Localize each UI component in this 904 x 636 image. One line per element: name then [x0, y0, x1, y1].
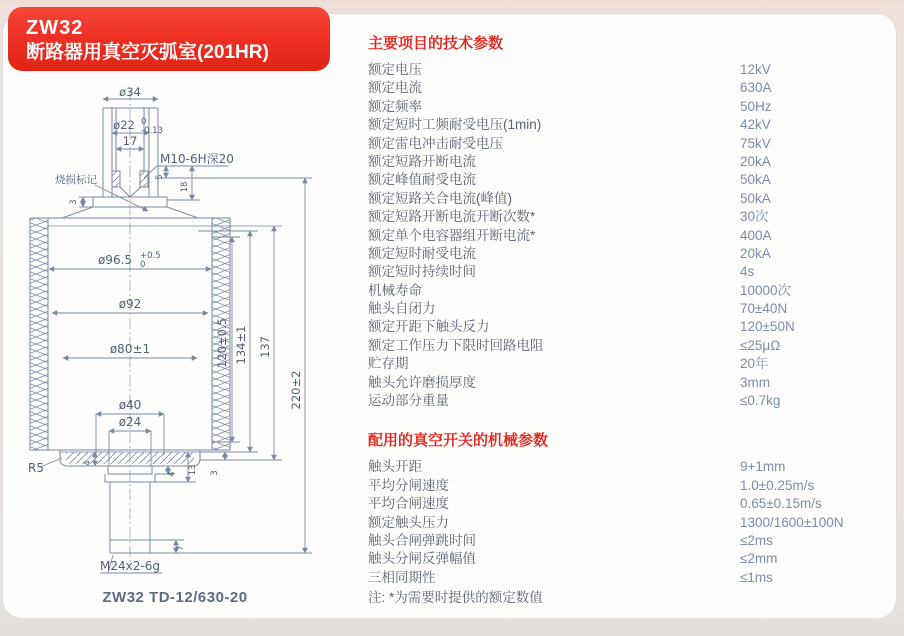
dim-label-dia22: ø22	[113, 118, 135, 132]
dim-label-5: 5	[155, 174, 165, 180]
spec-value: ≤0.7kg	[740, 393, 781, 409]
spec-value: 30次	[740, 209, 769, 225]
dim-label-dia965: ø96.5	[97, 253, 133, 267]
drawing-caption: ZW32 TD-12/630-20	[102, 589, 248, 606]
spec-value: 42kV	[740, 117, 771, 133]
spec-row	[368, 227, 898, 245]
spec-row	[368, 171, 898, 189]
spec-label: 额定雷电冲击耐受电压	[368, 135, 503, 151]
spec-row	[368, 532, 898, 550]
dim-label-dia80: ø80±1	[109, 342, 151, 356]
spec-label: 额定工作压力下限时回路电阻	[368, 337, 544, 353]
spec-label: 三相同期性	[368, 569, 436, 585]
dim-label-4a: 4	[83, 460, 93, 466]
dim-label-3-bottom: 3	[210, 470, 220, 476]
product-header	[8, 7, 330, 71]
spec-label: 触头合闸弹跳时间	[368, 532, 476, 548]
spec-label: 额定短时持续时间	[368, 264, 476, 280]
spec-label: 额定频率	[368, 98, 422, 114]
spec-value: ≤2ms	[740, 532, 773, 548]
r5-label: R5	[28, 461, 44, 475]
switch-params-table	[368, 458, 898, 587]
spec-row	[368, 392, 898, 410]
spec-value: 20kA	[740, 153, 771, 169]
spec-row	[368, 514, 898, 532]
footnote: 注: *为需要时提供的额定数值	[368, 590, 543, 606]
spec-row	[368, 116, 898, 134]
spec-row	[368, 263, 898, 281]
spec-row	[368, 318, 898, 336]
spec-row	[368, 190, 898, 208]
spec-value: 1.0±0.25m/s	[740, 477, 815, 493]
spec-value: 9+1mm	[740, 459, 786, 475]
spec-row	[368, 61, 898, 79]
dim-label-134: 134±1	[234, 325, 248, 365]
section-title-main-params: 主要项目的技术参数	[368, 35, 504, 52]
spec-label: 触头自闭力	[368, 301, 436, 317]
spec-value: 400A	[740, 227, 772, 243]
dimension-lines	[40, 99, 312, 573]
spec-value: 50kA	[740, 190, 771, 206]
spec-row	[368, 300, 898, 318]
burn-mark-label: 烧损标记	[55, 174, 97, 186]
spec-row	[368, 245, 898, 263]
dim-label-7: 7	[176, 545, 186, 551]
spec-label: 触头分闸反弹幅值	[368, 551, 476, 567]
dim-label-dia22-tol-top: 0	[141, 117, 147, 127]
spec-value: 10000次	[740, 282, 792, 298]
main-params-table	[368, 61, 898, 410]
spec-label: 平均分闸速度	[368, 477, 449, 493]
dim-label-dia34: ø34	[119, 85, 141, 99]
spec-row	[368, 569, 898, 587]
spec-label: 贮存期	[368, 356, 409, 372]
spec-panel	[368, 34, 898, 607]
spec-label: 额定短时工频耐受电压(1min)	[368, 117, 542, 133]
dim-label-4b: 4	[167, 471, 177, 477]
dim-label-dia22-tol-bottom: -0.13	[141, 126, 163, 136]
spec-row	[368, 282, 898, 300]
spec-row	[368, 98, 898, 116]
spec-row	[368, 477, 898, 495]
dim-label-dia24: ø24	[118, 415, 142, 429]
spec-label: 额定短路开断电流	[368, 153, 476, 169]
spec-row	[368, 337, 898, 355]
spec-value: 75kV	[740, 135, 771, 151]
product-title: 断路器用真空灭弧室(201HR)	[26, 42, 269, 63]
spec-value: 3mm	[740, 374, 770, 390]
spec-value: 120±50N	[740, 319, 795, 335]
product-model: ZW32	[26, 17, 84, 39]
dim-label-13: 13	[188, 464, 198, 476]
technical-drawing	[0, 85, 360, 625]
spec-row	[368, 374, 898, 392]
thread-bottom-label: M24x2-6g	[100, 559, 160, 573]
spec-value: 630A	[740, 80, 772, 96]
dim-label-120: 120±0.5	[215, 318, 229, 368]
spec-label: 额定电流	[368, 80, 422, 96]
spec-label: 触头开距	[368, 459, 422, 475]
spec-label: 机械寿命	[368, 282, 422, 298]
spec-label: 额定短路开断电流开断次数*	[368, 209, 536, 225]
thread-top-label: M10-6H深20	[160, 152, 234, 166]
dim-label-3-top: 3	[69, 199, 79, 205]
spec-value: 4s	[740, 264, 755, 280]
spec-value: 50Hz	[740, 98, 772, 114]
spec-value: 1300/1600±100N	[740, 514, 844, 530]
dim-label-dia92: ø92	[118, 297, 142, 311]
dim-label-220: 220±2	[289, 370, 303, 410]
spec-row	[368, 550, 898, 568]
spec-value: 70±40N	[740, 301, 788, 317]
spec-value: 12kV	[740, 62, 771, 77]
spec-label: 额定单个电容器组开断电流*	[368, 227, 536, 243]
dim-label-17: 17	[122, 134, 138, 148]
spec-label: 额定电压	[368, 62, 422, 77]
section-title-switch-params: 配用的真空开关的机械参数	[368, 432, 549, 450]
spec-value: ≤2mm	[740, 551, 778, 567]
spec-label: 运动部分重量	[368, 393, 449, 409]
spec-label: 额定短时耐受电流	[368, 245, 476, 261]
dim-label-dia40: ø40	[118, 398, 142, 412]
spec-label: 额定开距下触头反力	[368, 319, 490, 335]
spec-row	[368, 458, 898, 476]
spec-row	[368, 135, 898, 153]
spec-value: 50kA	[740, 172, 771, 188]
spec-row	[368, 208, 898, 226]
dim-label-dia965-tol-top: +0.5	[140, 251, 161, 261]
dim-label-137: 137	[258, 336, 272, 358]
spec-row	[368, 153, 898, 171]
spec-value: 20kA	[740, 245, 771, 261]
spec-label: 额定短路关合电流(峰值)	[368, 190, 512, 206]
spec-value: ≤1ms	[740, 569, 773, 585]
dim-label-dia965-tol-bottom: 0	[140, 260, 146, 270]
spec-value: 0.65±0.15m/s	[740, 496, 822, 512]
spec-label: 额定峰值耐受电流	[368, 172, 476, 188]
spec-value: ≤25μΩ	[740, 337, 781, 353]
spec-row	[368, 495, 898, 513]
spec-label: 触头允许磨损厚度	[368, 374, 476, 390]
spec-row	[368, 355, 898, 373]
spec-value: 20年	[740, 356, 769, 372]
spec-label: 平均合闸速度	[368, 496, 449, 512]
dim-label-18: 18	[180, 181, 190, 193]
spec-label: 额定触头压力	[368, 514, 449, 530]
spec-row	[368, 79, 898, 97]
